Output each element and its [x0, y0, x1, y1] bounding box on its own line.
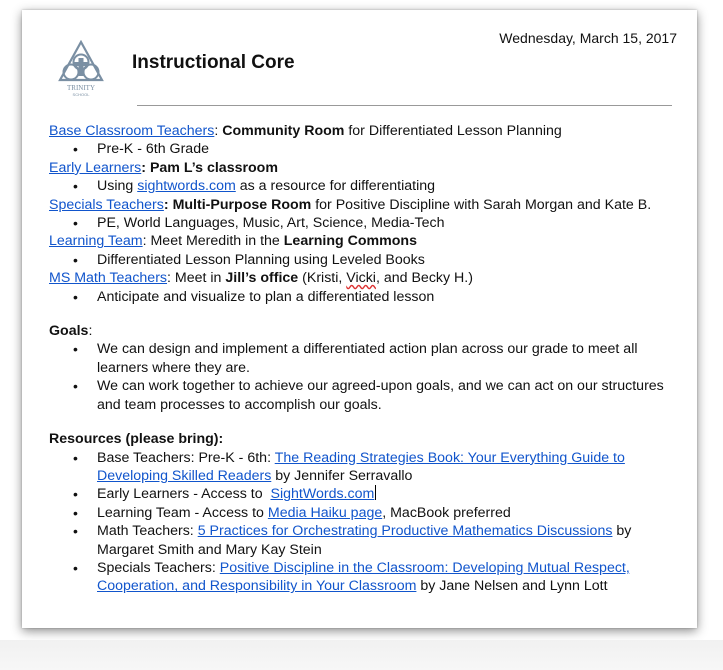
trinity-school-logo	[56, 40, 106, 98]
resource-item: • Math Teachers: 5 Practices for Orchestrating Productive Mathematics Discussions by Margaret Smith and Mary Kay Stein	[49, 522, 689, 559]
header-divider	[137, 105, 672, 106]
resource-item: • Early Learners - Access to SightWords.com	[49, 485, 689, 503]
resource-link[interactable]: The Reading Strategies Book: Your Everything Guide to Developing Skilled Readers	[97, 449, 625, 484]
resource-item: • Base Teachers: Pre-K - 6th: The Reading Strategies Book: Your Everything Guide to Developing Skilled Readers by Jennifer Serravallo	[49, 449, 689, 486]
svg-text:TRINITY: TRINITY	[67, 84, 95, 92]
text-cursor	[375, 485, 376, 500]
resource-item: • Specials Teachers: Positive Discipline in the Classroom: Developing Mutual Respect, Cooperation, and Responsibility in Your Classroom by Jane Nelsen and Lynn Lott	[49, 559, 689, 596]
resource-link[interactable]: SightWords.com	[270, 486, 375, 503]
list-item: • Pre-K - 6th Grade	[49, 140, 689, 158]
resource-link[interactable]: Positive Discipline in the Classroom: Developing Mutual Respect, Cooperation, and Responsibility in Your Classroom	[97, 559, 630, 595]
list-item: • Anticipate and visualize to plan a differentiated lesson	[49, 288, 689, 306]
group-link[interactable]: Early Learners	[49, 159, 142, 176]
goal-item: • We can work together to achieve our agreed-upon goals, and we can act on our structures and team processes to accomplish our goals.	[49, 377, 689, 414]
document-title: Instructional Core	[132, 52, 295, 73]
misspelled-word: Vicki	[346, 270, 376, 287]
group-ms-math: MS Math Teachers: Meet in Jill’s office (Kristi, Vicki, and Becky H.)	[49, 270, 473, 287]
document-date: Wednesday, March 15, 2017	[499, 30, 677, 46]
sightwords-link[interactable]: sightwords.com	[137, 178, 236, 195]
page-bottom-shadow	[0, 640, 723, 670]
goals-heading: Goals:	[49, 323, 93, 340]
document-body	[49, 122, 689, 596]
group-early-learners: Early Learners: Pam L’s classroom	[49, 159, 278, 176]
group-link[interactable]: Learning Team	[49, 233, 143, 250]
resources-heading: Resources (please bring):	[49, 431, 224, 448]
resource-item: • Learning Team - Access to Media Haiku page, MacBook preferred	[49, 504, 689, 522]
group-link[interactable]: Specials Teachers	[49, 196, 164, 213]
group-specials-teachers: Specials Teachers: Multi-Purpose Room for Positive Discipline with Sarah Morgan and Kate B.	[49, 196, 652, 213]
resource-link[interactable]: Media Haiku page	[267, 504, 383, 521]
document-page	[22, 10, 697, 628]
group-link[interactable]: Base Classroom Teachers	[49, 123, 215, 139]
resource-link[interactable]: 5 Practices for Orchestrating Productive Mathematics Discussions	[197, 523, 613, 540]
group-link[interactable]: MS Math Teachers	[49, 270, 168, 287]
goal-item: • We can design and implement a differentiated action plan across our grade to meet all learners where they are.	[49, 340, 689, 377]
trinity-logo-icon	[56, 40, 106, 98]
group-learning-team: Learning Team: Meet Meredith in the Learning Commons	[49, 233, 417, 250]
list-item: • Using sightwords.com as a resource for differentiating	[49, 177, 689, 195]
group-base-classroom: Base Classroom Teachers: Community Room for Differentiated Lesson Planning	[49, 123, 562, 139]
list-item: • Differentiated Lesson Planning using Leveled Books	[49, 251, 689, 269]
svg-text:SCHOOL: SCHOOL	[72, 92, 90, 97]
list-item: • PE, World Languages, Music, Art, Science, Media-Tech	[49, 214, 689, 232]
